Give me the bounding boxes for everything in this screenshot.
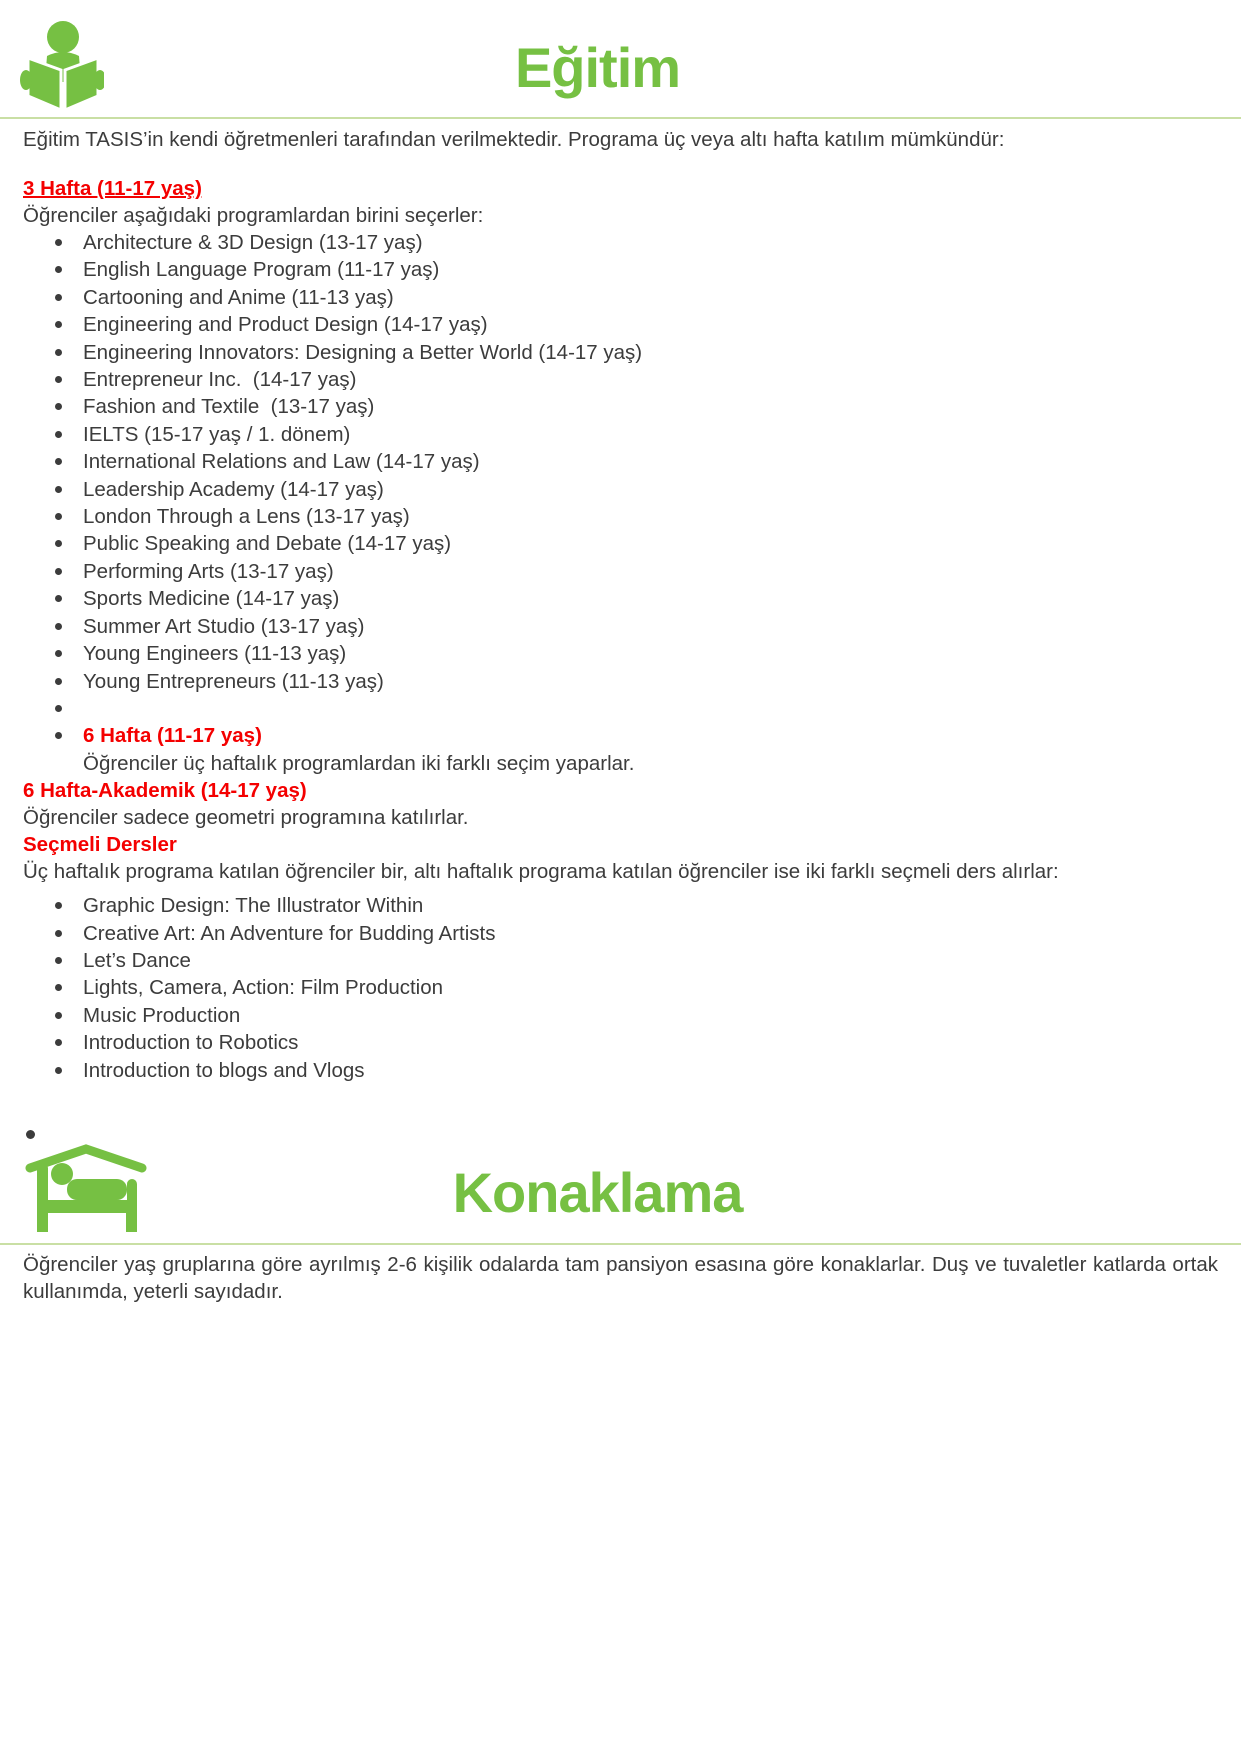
list-item: Leadership Academy (14-17 yaş): [83, 476, 1218, 503]
week6-body: Öğrenciler üç haftalık programlardan iki farklı seçim yaparlar.: [83, 751, 635, 775]
heading-6-hafta-akademik: 6 Hafta-Akademik (14-17 yaş): [23, 779, 307, 803]
list-item: Creative Art: An Adventure for Budding Artists: [83, 920, 1218, 947]
week3-lead: Öğrenciler aşağıdaki programlardan birini seçerler:: [23, 204, 484, 227]
electives-lead: Üç haftalık programa katılan öğrenciler bir, altı haftalık programa katılan öğrenciler ise iki farklı seçmeli ders alırlar:: [23, 860, 1059, 884]
list-item: Summer Art Studio (13-17 yaş): [83, 613, 1218, 640]
list-item: Engineering and Product Design (14-17 yaş): [83, 311, 1218, 338]
list-item: Music Production: [83, 1002, 1218, 1029]
reading-person-icon: [20, 18, 104, 121]
list-item: Engineering Innovators: Designing a Better World (14-17 yaş): [83, 339, 1218, 366]
accommodation-body: Öğrenciler yaş gruplarına göre ayrılmış 2-6 kişilik odalarda tam pansiyon esasına göre konaklarlar. Duş ve tuvaletler katlarda ortak kullanımda, yeterli sayıdadır.: [23, 1252, 1218, 1303]
accommodation-header: [0, 1139, 1241, 1245]
list-item: Graphic Design: The Illustrator Within: [83, 892, 1218, 919]
list-item-empty: [83, 695, 1218, 722]
list-item: Let’s Dance: [83, 947, 1218, 974]
list-item: Lights, Camera, Action: Film Production: [83, 974, 1218, 1001]
list-item: Entrepreneur Inc. (14-17 yaş): [83, 366, 1218, 393]
electives-list: [23, 892, 1218, 1084]
page-title-accommodation: Konaklama: [452, 1160, 743, 1224]
heading-6-hafta: 6 Hafta (11-17 yaş): [83, 722, 1218, 749]
heading-secmeli-dersler: Seçmeli Dersler: [23, 833, 177, 857]
list-item: London Through a Lens (13-17 yaş): [83, 503, 1218, 530]
heading-3-hafta: 3 Hafta (11-17 yaş): [23, 177, 202, 200]
list-item: English Language Program (11-17 yaş): [83, 256, 1218, 283]
list-item: Young Entrepreneurs (11-13 yaş): [83, 668, 1218, 695]
list-item: Sports Medicine (14-17 yaş): [83, 585, 1218, 612]
bed-icon: [24, 1141, 148, 1242]
list-item: Fashion and Textile (13-17 yaş): [83, 393, 1218, 420]
list-item: International Relations and Law (14-17 yaş): [83, 448, 1218, 475]
education-intro: Eğitim TASIS’in kendi öğretmenleri tarafından verilmektedir. Programa üç veya altı hafta katılım mümkündür:: [23, 128, 1005, 151]
list-item: Public Speaking and Debate (14-17 yaş): [83, 530, 1218, 557]
list-item: Introduction to Robotics: [83, 1029, 1218, 1056]
week6-akademik-body: Öğrenciler sadece geometri programına katılırlar.: [23, 806, 469, 830]
education-header: [0, 0, 1241, 119]
program-list: [23, 229, 1218, 750]
list-item: IELTS (15-17 yaş / 1. dönem): [83, 421, 1218, 448]
list-item: Cartooning and Anime (11-13 yaş): [83, 284, 1218, 311]
list-item: Architecture & 3D Design (13-17 yaş): [83, 229, 1218, 256]
page-title-education: Eğitim: [514, 36, 681, 99]
list-item: Young Engineers (11-13 yaş): [83, 640, 1218, 667]
stray-bullet-dot: [26, 1130, 35, 1139]
list-item: Performing Arts (13-17 yaş): [83, 558, 1218, 585]
list-item: Introduction to blogs and Vlogs: [83, 1057, 1218, 1084]
